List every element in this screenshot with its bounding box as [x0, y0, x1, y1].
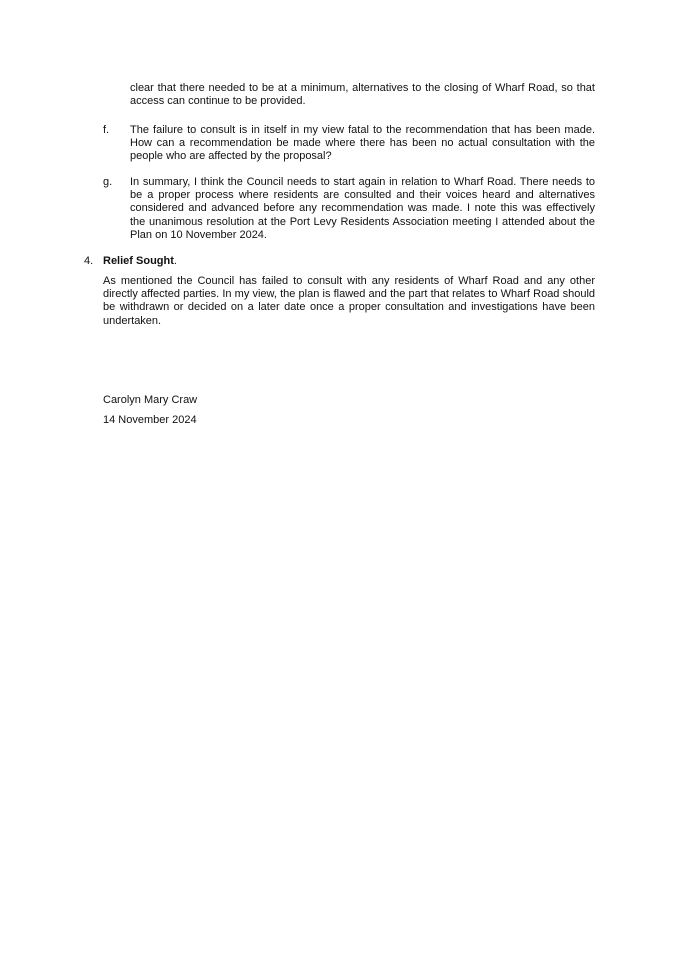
continuation-paragraph: clear that there needed to be at a minimum, alternatives to the closing of Wharf Road, so that access can continue to be provided.	[130, 82, 595, 108]
list-item-text: In summary, I think the Council needs to start again in relation to Wharf Road. There needs to be a proper process where residents are consulted and their voices heard and alternatives considered and advanced before any recommendation was made. I note this was effectively the unanimous resolution at the Port Levy Residents Association meeting I attended about the Plan on 10 November 2024.	[130, 176, 595, 241]
section-heading-suffix: .	[173, 255, 177, 267]
section-number: 4.	[84, 255, 94, 267]
section-heading-relief-sought	[84, 255, 595, 268]
list-item-f	[103, 124, 595, 164]
section-heading: Relief Sought	[103, 255, 174, 267]
list-item-g	[103, 176, 595, 242]
signature-date: 14 November 2024	[103, 414, 197, 426]
list-item-marker: f.	[103, 124, 110, 136]
section-body: As mentioned the Council has failed to consult with any residents of Wharf Road and any other directly affected parties. In my view, the plan is flawed and the part that relates to Wharf Road should be withdrawn or decided on a later date once a proper consultation and investigations have been undertaken.	[103, 275, 595, 327]
list-item-marker: g.	[103, 176, 113, 188]
list-item-text: The failure to consult is in itself in my view fatal to the recommendation that has been made. How can a recommendation be made where there has been no actual consultation with the people who are affected by the proposal?	[130, 124, 595, 163]
signature-name: Carolyn Mary Craw	[103, 394, 198, 406]
